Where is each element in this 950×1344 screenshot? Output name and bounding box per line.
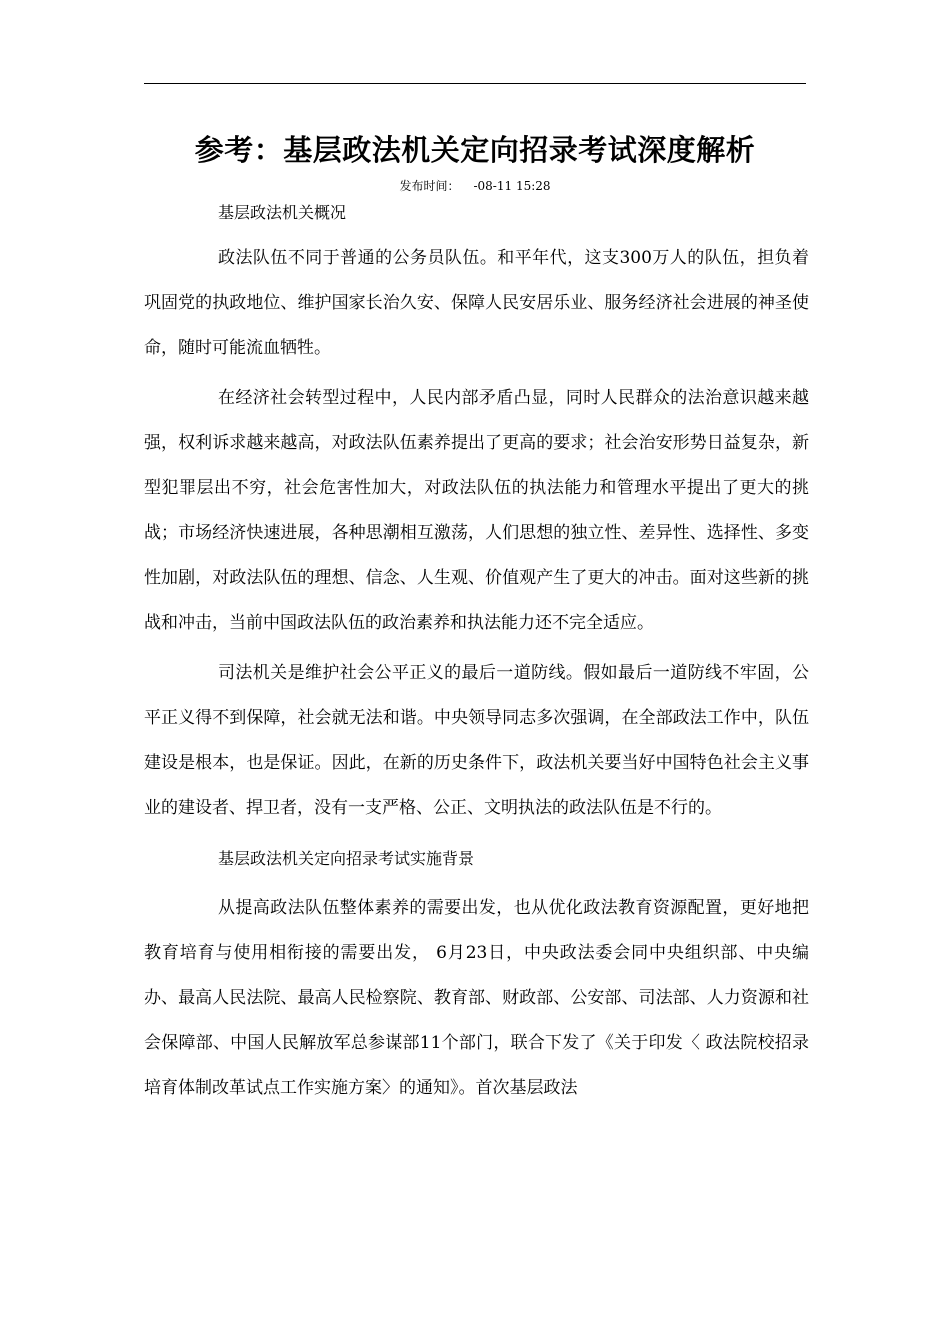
publish-time: -08-11 15:28 xyxy=(473,179,551,193)
page-title: 参考：基层政法机关定向招录考试深度解析 xyxy=(194,133,756,167)
header-rule xyxy=(144,83,806,84)
paragraph-1: 政法队伍不同于普通的公务员队伍。和平年代，这支300万人的队伍，担负着巩固党的执政地位、维护国家长治久安、保障人民安居乐业、服务经济社会进展的神圣使命，随时可能流血牺牲。 xyxy=(144,248,809,358)
paragraph-2: 在经济社会转型过程中，人民内部矛盾凸显，同时人民群众的法治意识越来越强，权利诉求越来越高，对政法队伍素养提出了更高的要求；社会治安形势日益复杂，新型犯罪层出不穷，社会危害性加大，对政法队伍的执法能力和管理水平提出了更大的挑战；市场经济快速进展，各种思潮相互激荡，人们思想的独立性、差异性、选择性、多变性加剧，对政法队伍的理想、信念、人生观、价值观产生了更大的冲击。面对这些新的挑战和冲击，当前中国政法队伍的政治素养和执法能力还不完全适应。 xyxy=(144,388,809,633)
article-body xyxy=(144,200,809,1111)
publish-label: 发布时间： xyxy=(399,179,460,193)
publish-info xyxy=(0,178,950,194)
section-heading-background: 基层政法机关定向招录考试实施背景 xyxy=(218,849,475,868)
paragraph-4: 从提高政法队伍整体素养的需要出发，也从优化政法教育资源配置，更好地把教育培育与使用相衔接的需要出发， 6月23日，中央政法委会同中央组织部、中央编办、最高人民法院、最高人民检察院、教育部、财政部、公安部、司法部、人力资源和社会保障部、中国人民解放军总参谋部11个部门，联合下发了《关于印发〈 政法院校招录培育体制改革试点工作实施方案〉的通知》。首次基层政法 xyxy=(144,898,809,1098)
section-heading-overview: 基层政法机关概况 xyxy=(218,203,347,222)
paragraph-3: 司法机关是维护社会公平正义的最后一道防线。假如最后一道防线不牢固，公平正义得不到保障，社会就无法和谐。中央领导同志多次强调，在全部政法工作中，队伍建设是根本，也是保证。因此，在新的历史条件下，政法机关要当好中国特色社会主义事业的建设者、捍卫者，没有一支严格、公正、文明执法的政法队伍是不行的。 xyxy=(144,663,809,818)
